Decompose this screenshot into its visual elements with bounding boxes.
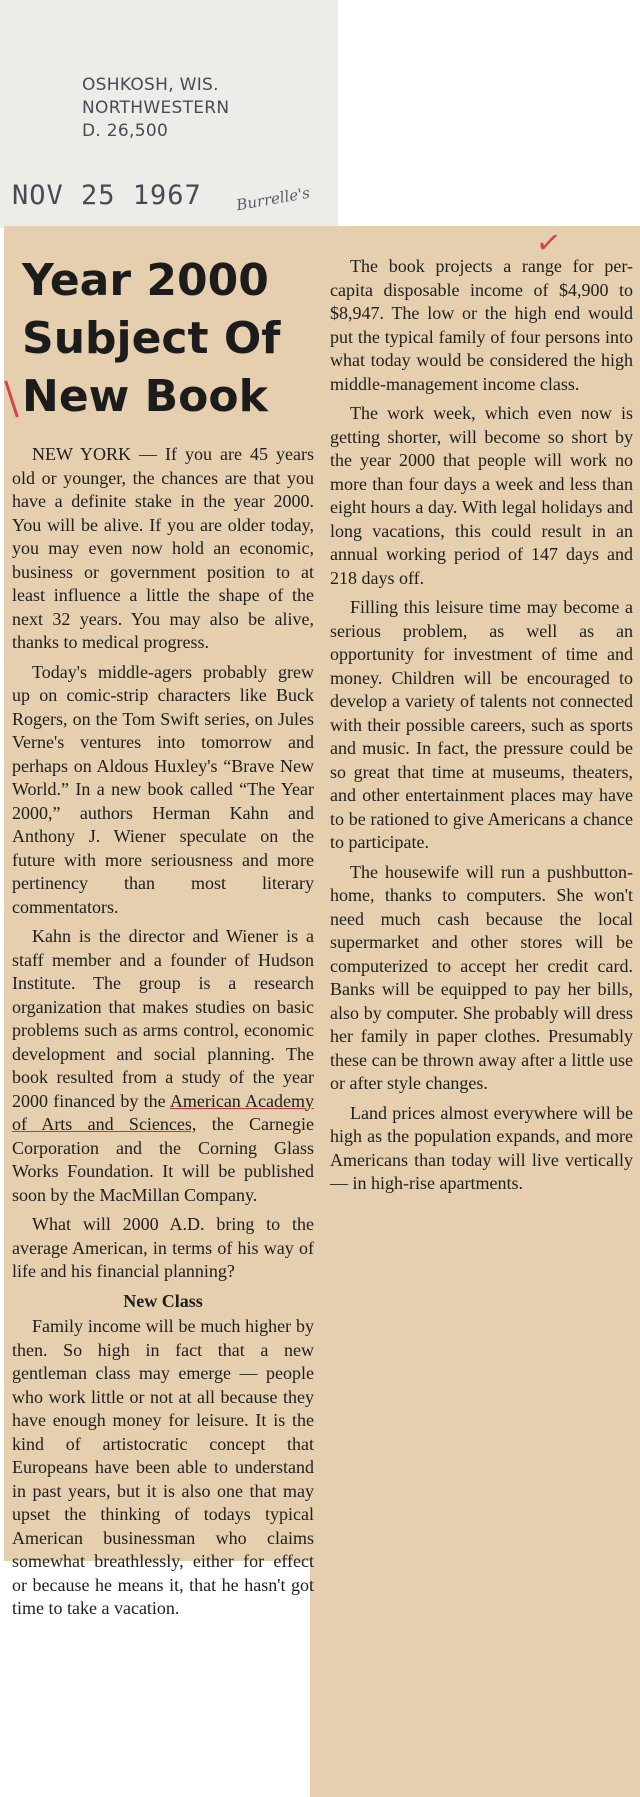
subheading: New Class <box>123 1290 203 1311</box>
source-block <box>82 74 229 143</box>
clipping-date: NOV 25 1967 <box>12 180 202 211</box>
headline: Year 2000 Subject Of New Book <box>22 255 281 422</box>
right-column <box>330 255 633 1202</box>
paragraph: NEW YORK — If you are 45 years old or younger, the chances are that you have a definite stake in the year 2000. You will be alive. If you are older today, you may even now hold an economic, business or government position to at least influence a little the shape of the next 32 years. You may also be alive, thanks to medical progress. <box>12 444 314 652</box>
paragraph: What will 2000 A.D. bring to the average American, in terms of his way of life and his financial planning? <box>12 1214 314 1281</box>
paragraph: The work week, which even now is getting shorter, will become so short by the year 2000 that people will work no more than four days a week and less than eight hours a day. With legal holidays and long vacations, this could result in an annual working period of 147 days and 218 days off. <box>330 403 633 588</box>
paragraph: Today's middle-agers probably grew up on comic-strip characters like Buck Rogers, on the Tom Swift series, on Jules Verne's ventures into tomorrow and perhaps on Aldous Huxley's “Brave New World.” In a new book called “The Year 2000,” authors Herman Kahn and Anthony J. Wiener speculate on the future with more seriousness and more pertinency than most literary commentators. <box>12 661 314 917</box>
paragraph: Filling this leisure time may become a serious problem, as well as an opportunity for investment of time and money. Children will be encouraged to develop a variety of talents not connected with their possible careers, such as sports and music. In fact, the pressure could be so great that time at museums, theaters, and other entertainment places may have to be rationed to give Americans a chance to participate. <box>330 597 633 852</box>
handwritten-signature: Burrelle's <box>235 183 312 215</box>
paragraph-text: Kahn is the director and Wiener is a staff member and a founder of Hudson Institute. The group is a research organization that makes studies on basic problems such as arms control, economic development and social planning. The book resulted from a study of the year 2000 financed by the <box>12 926 314 1111</box>
paragraph-text: the Carnegie Corporation and the Corning Glass Works Foundation. It will be published soon by the MacMillan Company. <box>12 1114 314 1205</box>
paragraph: The book projects a range for per-capita disposable income of $4,900 to $8,947. The low or the high end would put the typical family of four persons into what today would be considered the high middle-management income class. <box>330 256 633 394</box>
source-paper: NORTHWESTERN <box>82 98 230 118</box>
source-circulation: D. 26,500 <box>82 121 169 141</box>
paragraph <box>12 925 314 1207</box>
paragraph: Family income will be much higher by then. So high in fact that a new gentleman class may emerge — people who work little or not at all because they have enough money for leisure. It is the kind of artistocratic concept that Europeans have been able to understand in past years, but it is also one that may upset the thinking of todays typical American businessman who claims somewhat breathlessly, either for effect or because he means it, that he hasn't got time to take a vacation. <box>12 1316 314 1618</box>
paragraph: Land prices almost everywhere will be high as the population expands, and more Americans than today will live vertically — in high-rise apartments. <box>330 1102 633 1193</box>
underlined-phrase: American Academy of Arts and Sciences, <box>12 1090 314 1134</box>
left-column <box>12 443 314 1627</box>
newspaper-clipping-tail <box>310 1560 640 1797</box>
source-city: OSHKOSH, WIS. <box>82 75 219 95</box>
red-check-mark: ✓ <box>533 224 564 263</box>
clipping-service-stub <box>0 0 338 228</box>
paragraph: The housewife will run a pushbutton-home, thanks to computers. She won't need much cash because the local supermarket and other stores will be computerized to accept her credit card. Banks will be equipped to pay her bills, also by computer. She probably will dress her family in paper clothes. Presumably these can be thrown away after a little use or after style changes. <box>330 861 633 1093</box>
